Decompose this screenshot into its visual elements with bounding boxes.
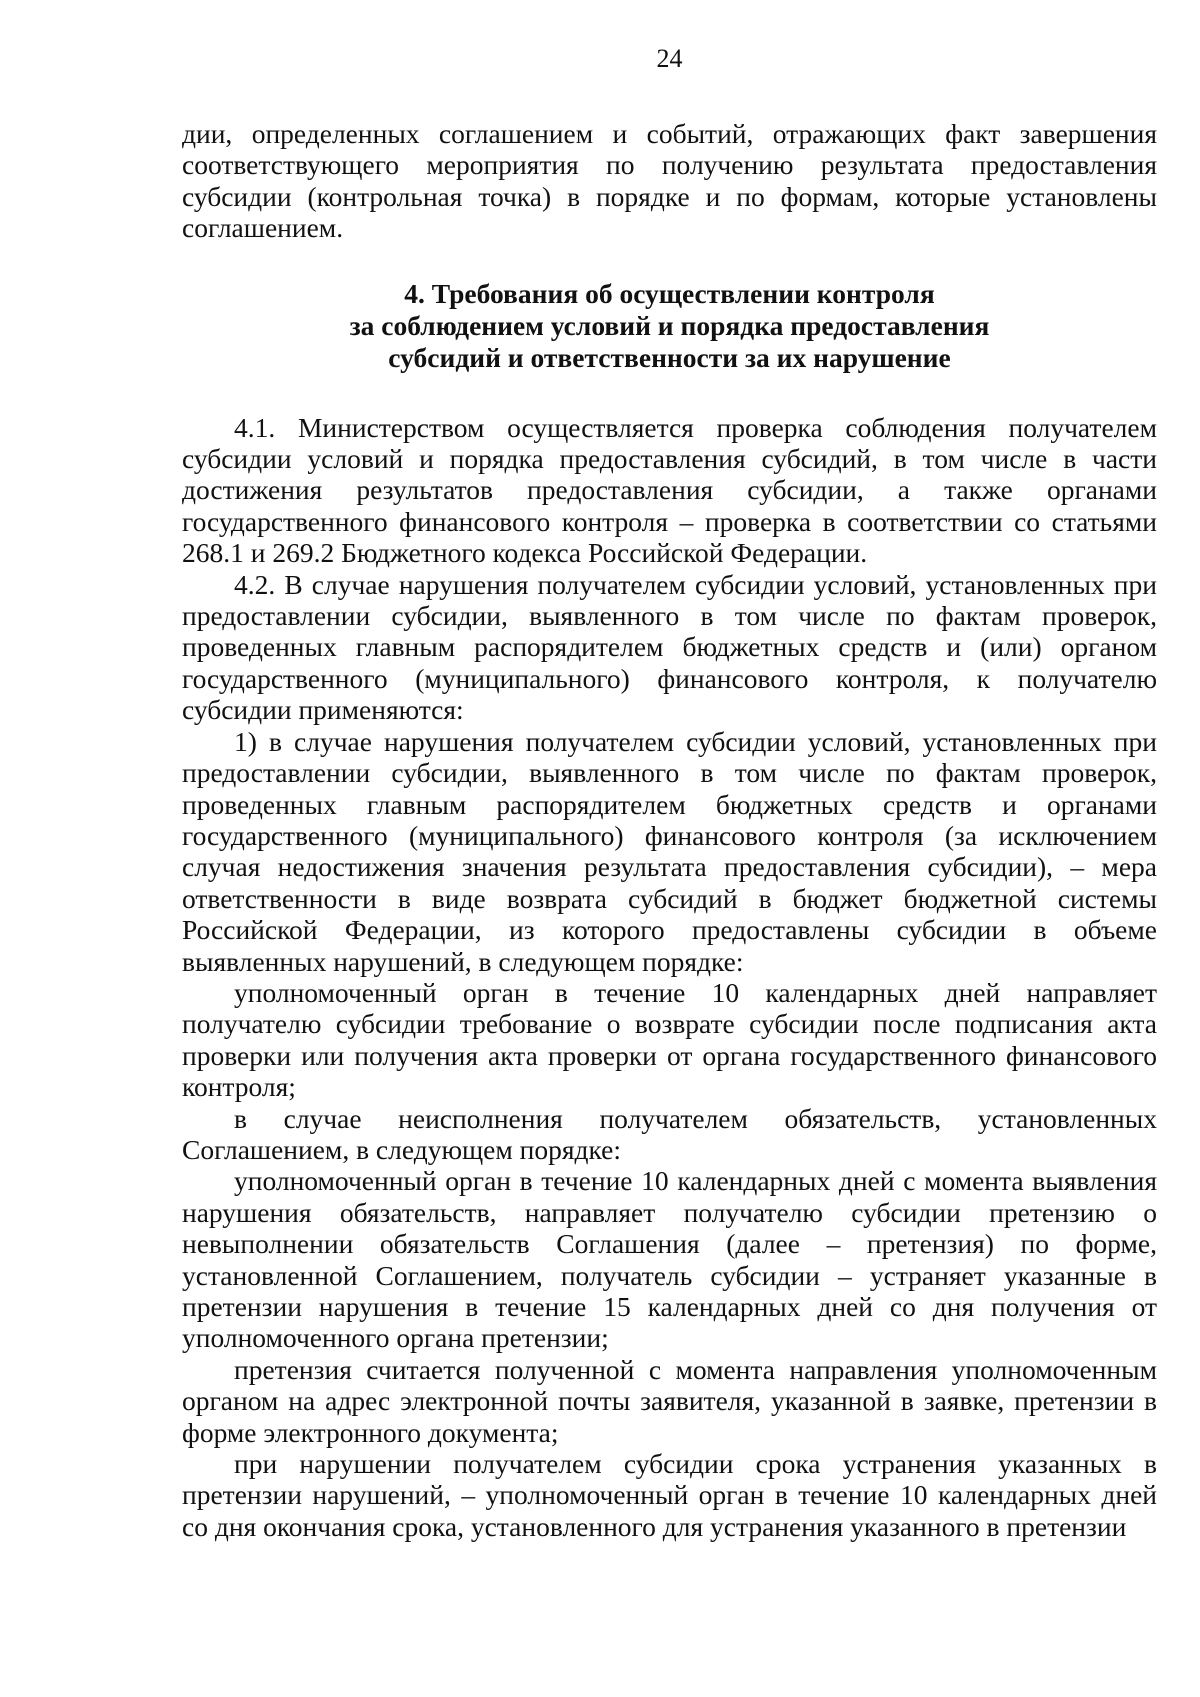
section-heading-line-1: 4. Требования об осуществлении контроля — [404, 277, 935, 309]
paragraph-4-2: 4.2. В случае нарушения получателем субсидии условий, установленных при предоставлении субсидии, выявленного в том числе по фактам проверок, проведенных главным распорядителем бюджетных средств и (или) органом государственного (муниципального) финансового контроля, к получателю субсидии применяются: — [182, 568, 1157, 726]
intro-paragraph: дии, определенных соглашением и событий, отражающих факт завершения соответствующего мероприятия по получению результата предоставления субсидии (контрольная точка) в порядке и по формам, которые установлены соглашением. — [182, 118, 1157, 244]
paragraph-claim-received: претензия считается полученной с момента направления уполномоченным органом на адрес электронной почты заявителя, указанной в заявке, претензии в форме электронного документа; — [182, 1353, 1157, 1448]
document-page — [182, 0, 1157, 1697]
paragraph-deadline-violation: при нарушении получателем субсидии срока устранения указанных в претензии нарушений, – уполномоченный орган в течение 10 календарных дней со дня окончания срока, установленного для устранения указанного в претензии — [182, 1448, 1157, 1542]
section-heading-line-2: за соблюдением условий и порядка предоставления — [349, 309, 990, 341]
section-heading-line-3: субсидий и ответственности за их нарушение — [388, 341, 951, 373]
paragraph-4-1: 4.1. Министерством осуществляется проверка соблюдения получателем субсидии условий и порядка предоставления субсидий, в том числе в части достижения результатов предоставления субсидии, а также органами государственного финансового контроля – проверка в соответствии со статьями 268.1 и 269.2 Бюджетного кодекса Российской Федерации. — [182, 411, 1157, 569]
document-body — [182, 118, 1157, 1542]
section-heading — [182, 278, 1157, 374]
paragraph-claim-procedure: уполномоченный орган в течение 10 календарных дней с момента выявления нарушения обязательств, направляет получателю субсидии претензию о невыполнении обязательств Соглашения (далее – претензия) по форме, установленной Соглашением, получатель субсидии – устраняет указанные в претензии нарушения в течение 15 календарных дней со дня получения от уполномоченного органа претензии; — [182, 1165, 1157, 1354]
paragraph-non-fulfillment: в случае неисполнения получателем обязательств, установленных Соглашением, в следующем порядке: — [182, 1102, 1157, 1165]
page-number: 24 — [656, 44, 683, 73]
paragraph-item-1: 1) в случае нарушения получателем субсидии условий, установленных при предоставлении субсидии, выявленного в том числе по фактам проверок, проведенных главным распорядителем бюджетных средств и органами государственного (муниципального) финансового контроля (за исключением случая недостижения значения результата предоставления субсидии), – мера ответственности в виде возврата субсидий в бюджет бюджетной системы Российской Федерации, из которого предоставлены субсидии в объеме выявленных нарушений, в следующем порядке: — [182, 725, 1157, 977]
paragraph-return-demand: уполномоченный орган в течение 10 календарных дней направляет получателю субсидии требование о возврате субсидии после подписания акта проверки или получения акта проверки от органа государственного финансового контроля; — [182, 976, 1157, 1103]
